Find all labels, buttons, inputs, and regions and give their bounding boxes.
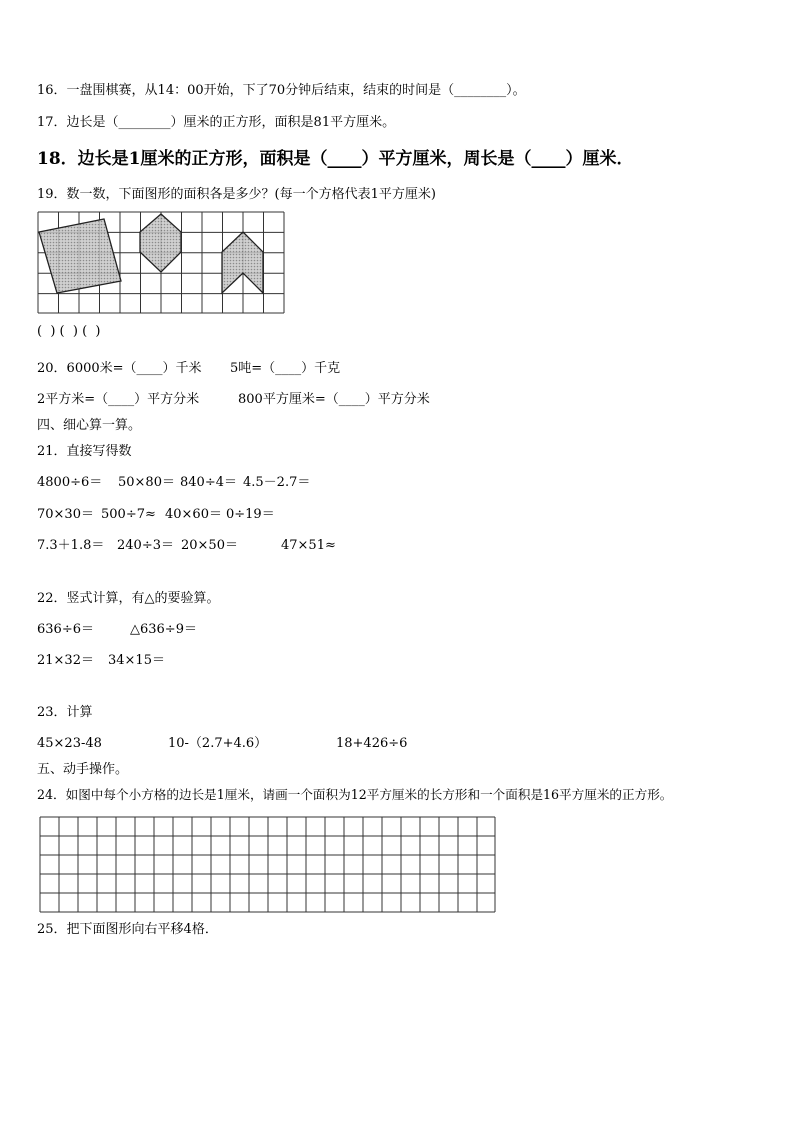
q21-expr: 4.5－2.7＝: [243, 475, 311, 490]
q23-expr: 18+426÷6: [336, 736, 408, 751]
question-23-title: 23．计算: [37, 705, 93, 720]
q23-expr: 45×23-48: [37, 736, 102, 751]
q24-drawing-grid[interactable]: [39, 816, 499, 916]
question-24: 24．如图中每个小方格的边长是1厘米，请画一个面积为12平方厘米的长方形和一个面积是16平方厘米的正方形。: [37, 787, 673, 802]
q21-expr: 0÷19＝: [226, 507, 275, 522]
q20-item-1: 20．6000米=（____）千米: [37, 361, 202, 376]
q21-expr: 240÷3＝: [117, 538, 174, 553]
question-21-title: 21．直接写得数: [37, 444, 132, 459]
question-16: 16．一盘围棋赛，从14：00开始，下了70分钟后结束，结束的时间是（________）。: [37, 83, 526, 98]
q19-grid-figure: [37, 211, 287, 315]
hexagon-shape: [140, 214, 181, 272]
q22-expr: 34×15＝: [108, 653, 165, 668]
q22-expr: 636÷6＝: [37, 622, 94, 637]
q21-expr: 50×80＝: [118, 475, 175, 490]
q21-expr: 20×50＝: [181, 538, 238, 553]
tilted-square-shape: [39, 219, 121, 293]
q21-expr: 47×51≈: [281, 538, 336, 553]
q19-answer-blanks: ( ) ( ) ( ): [37, 324, 101, 339]
question-19: 19．数一数，下面图形的面积各是多少？(每一个方格代表1平方厘米): [37, 187, 436, 202]
q20-item-3: 2平方米=（____）平方分米: [37, 392, 200, 407]
q20-item-2: 5吨=（____）千克: [230, 361, 341, 376]
question-18: 18．边长是1厘米的正方形，面积是（____）平方厘米，周长是（____）厘米．: [37, 149, 634, 169]
q21-expr: 4800÷6＝: [37, 475, 103, 490]
q22-expr: 21×32＝: [37, 653, 94, 668]
question-22-title: 22．竖式计算，有△的要验算。: [37, 591, 220, 606]
question-17: 17．边长是（________）厘米的正方形，面积是81平方厘米。: [37, 115, 396, 130]
section-5-heading: 五、动手操作。: [37, 762, 129, 777]
q21-expr: 840÷4＝: [180, 475, 237, 490]
q21-expr: 500÷7≈: [101, 507, 156, 522]
q21-expr: 70×30＝: [37, 507, 94, 522]
q21-expr: 40×60＝: [165, 507, 222, 522]
section-4-heading: 四、细心算一算。: [37, 418, 142, 433]
question-25: 25．把下面图形向右平移4格．: [37, 922, 218, 937]
q21-expr: 7.3＋1.8＝: [37, 538, 105, 553]
q22-expr: △636÷9＝: [130, 622, 197, 637]
q23-expr: 10-（2.7+4.6）: [168, 736, 268, 751]
q20-item-4: 800平方厘米=（____）平方分米: [238, 392, 430, 407]
